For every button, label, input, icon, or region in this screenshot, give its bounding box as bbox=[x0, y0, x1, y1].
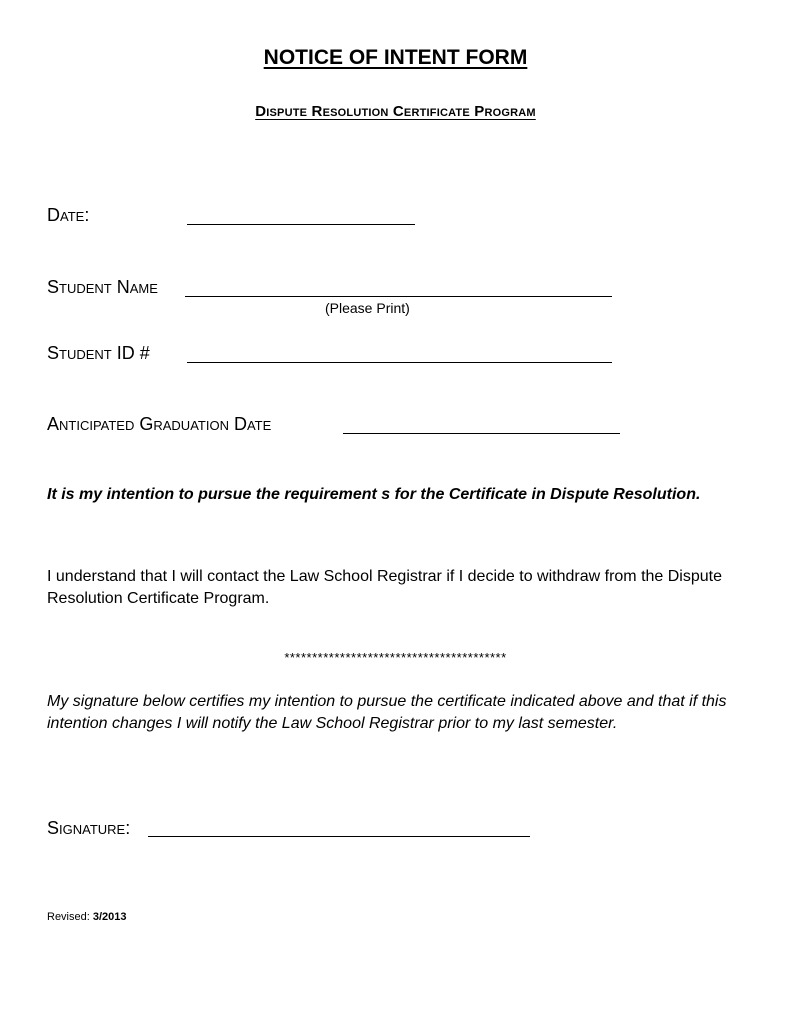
graduation-date-label: Anticipated Graduation Date bbox=[47, 414, 272, 434]
student-id-label: Student ID # bbox=[47, 343, 150, 363]
signature-field[interactable] bbox=[148, 821, 530, 837]
please-print-note: (Please Print) bbox=[325, 300, 410, 316]
date-field[interactable] bbox=[187, 209, 415, 225]
form-title: NOTICE OF INTENT FORM bbox=[263, 46, 528, 69]
revised-note bbox=[47, 911, 127, 923]
intention-statement: It is my intention to pursue the requirement s for the Certificate in Dispute Resolution. bbox=[47, 486, 701, 503]
revised-date: 3/2013 bbox=[92, 911, 127, 923]
separator-stars: **************************************** bbox=[284, 650, 507, 665]
revised-label: Revised: bbox=[47, 911, 93, 923]
form-subtitle: Dispute Resolution Certificate Program bbox=[255, 103, 536, 120]
withdraw-statement: I understand that I will contact the Law School Registrar if I decide to withdraw from the Dispute Resolution Certificate Program. bbox=[47, 568, 722, 607]
date-label: Date: bbox=[47, 205, 90, 225]
student-name-field[interactable] bbox=[185, 281, 612, 297]
signature-label: Signature: bbox=[47, 818, 131, 838]
student-id-field[interactable] bbox=[187, 347, 612, 363]
graduation-date-field[interactable] bbox=[343, 418, 620, 434]
student-name-label: Student Name bbox=[47, 277, 158, 297]
certification-statement: My signature below certifies my intention to pursue the certificate indicated above and that if this intention changes I will notify the Law School Registrar prior to my last semester. bbox=[47, 693, 727, 732]
